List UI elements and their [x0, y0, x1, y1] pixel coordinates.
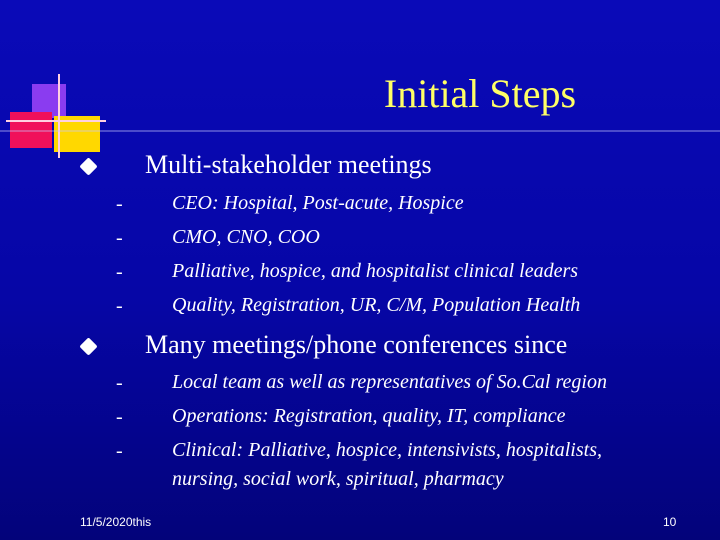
list-item: Palliative, hospice, and hospitalist clinical leaders	[172, 260, 579, 282]
list-item: Local team as well as representatives of So.Cal region	[172, 371, 607, 393]
dash-marker: -	[116, 372, 123, 394]
section-heading: Many meetings/phone conferences since	[145, 330, 568, 359]
title-divider	[0, 130, 720, 132]
list-item: Operations: Registration, quality, IT, compliance	[172, 405, 566, 427]
decorative-horizontal-line	[6, 120, 106, 122]
diamond-bullet-icon	[79, 157, 97, 175]
diamond-bullet-icon	[79, 337, 97, 355]
dash-marker: -	[116, 295, 123, 317]
list-item: CMO, CNO, COO	[172, 226, 320, 248]
page-number: 10	[663, 515, 677, 529]
dash-marker: -	[116, 227, 123, 249]
decorative-vertical-line	[58, 74, 60, 158]
dash-marker: -	[116, 193, 123, 215]
footer-date: 11/5/2020this	[80, 515, 152, 529]
dash-marker: -	[116, 440, 123, 462]
list-item: Quality, Registration, UR, C/M, Population Health	[172, 294, 581, 316]
dash-marker: -	[116, 406, 123, 428]
slide-title: Initial Steps	[383, 71, 577, 116]
section-heading: Multi-stakeholder meetings	[145, 150, 432, 179]
list-item: CEO: Hospital, Post-acute, Hospice	[172, 192, 464, 214]
list-item: Clinical: Palliative, hospice, intensivists, hospitalists,	[172, 439, 602, 461]
dash-marker: -	[116, 261, 123, 283]
list-item-continuation: nursing, social work, spiritual, pharmacy	[172, 468, 504, 490]
